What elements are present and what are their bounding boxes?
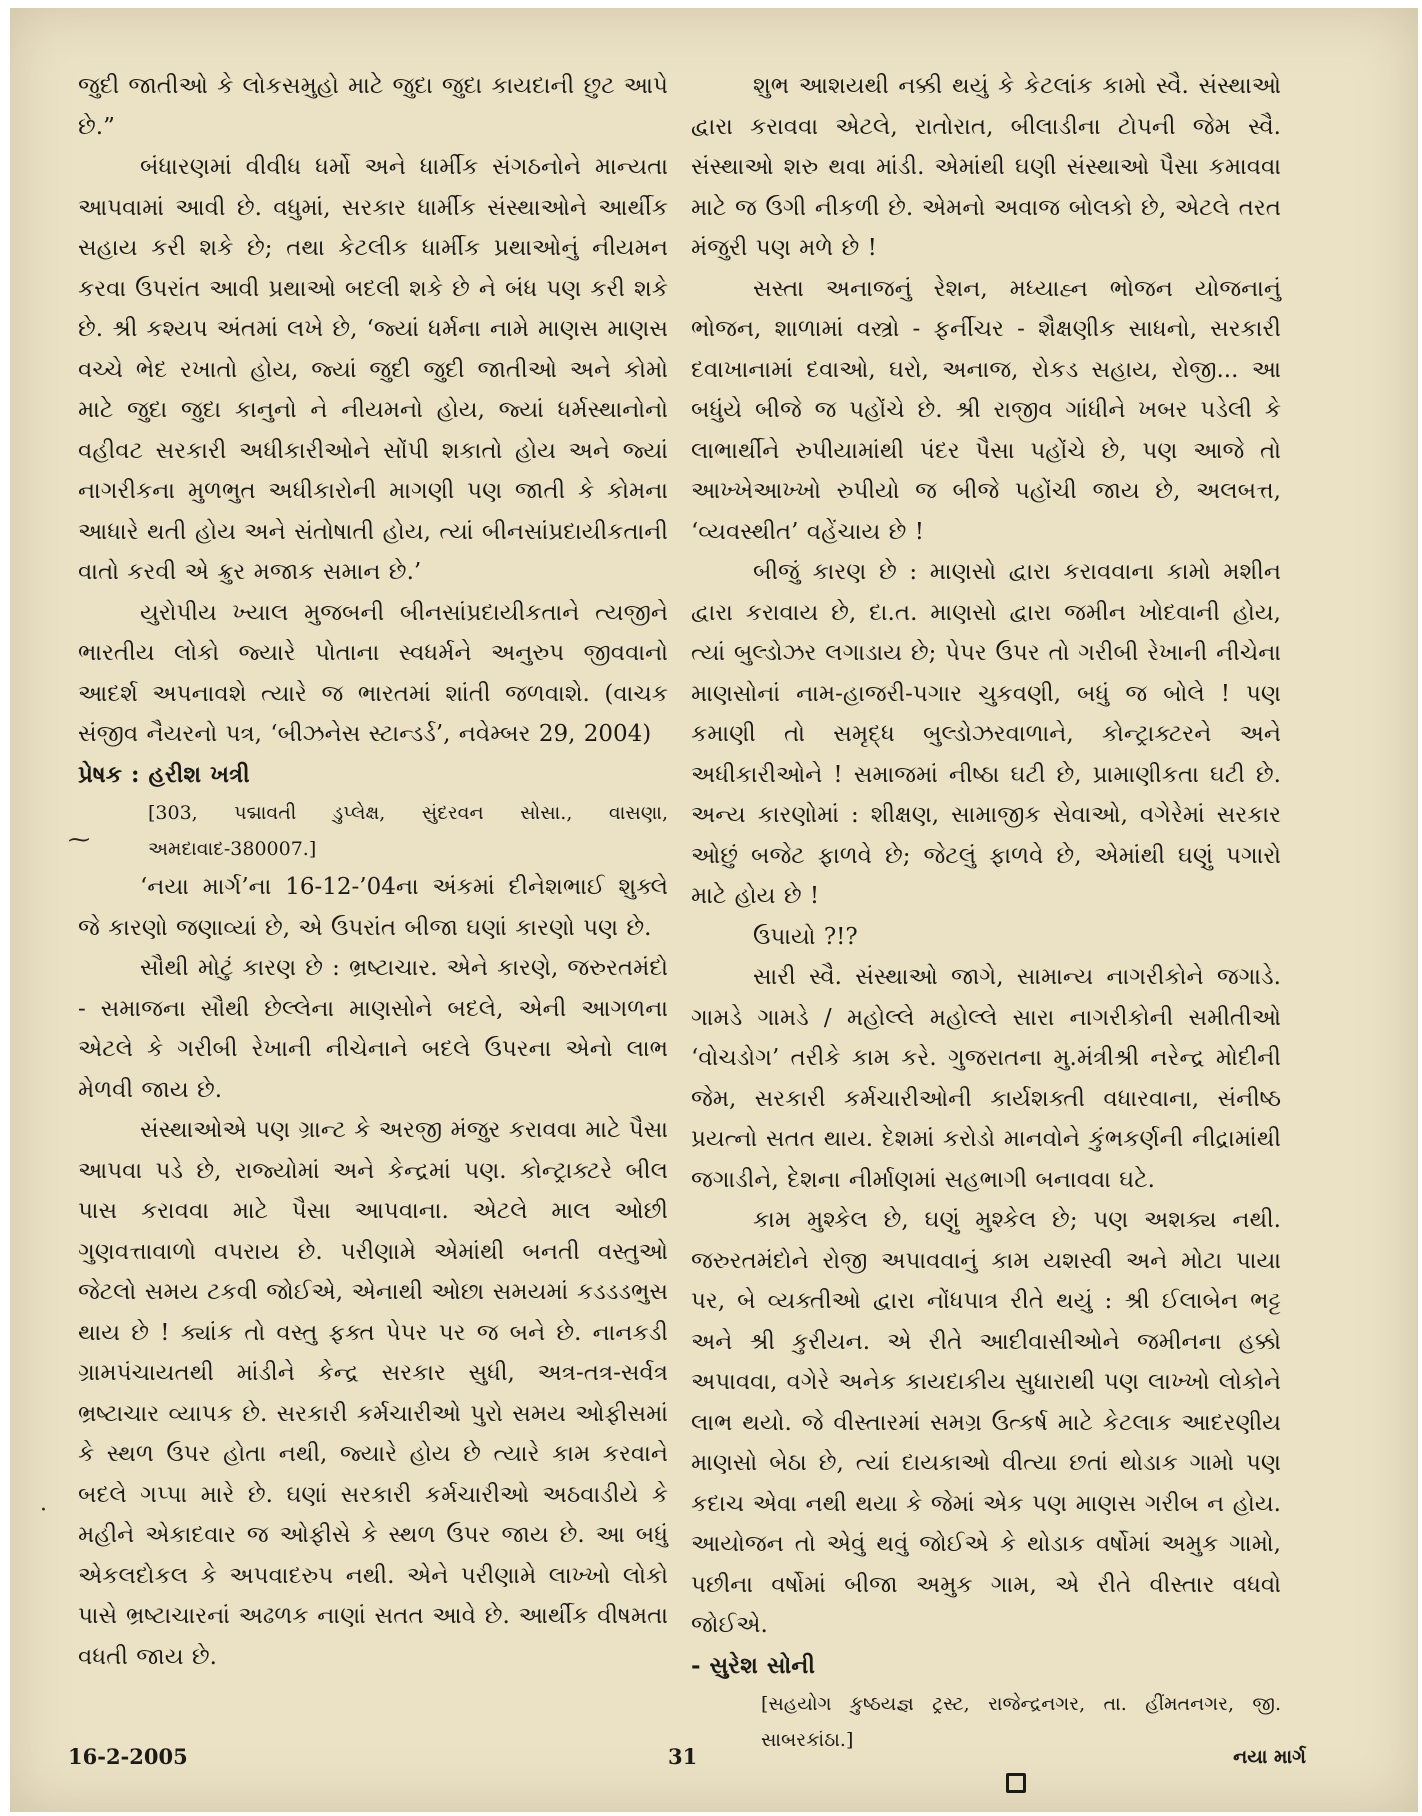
pen-mark: · <box>40 1498 47 1523</box>
left-column <box>78 66 668 1677</box>
issue-date: 16-2-2005 <box>68 1744 188 1769</box>
magazine-page <box>10 8 1418 1812</box>
section-heading: ઉપાયો ?!? <box>753 923 858 950</box>
page-number: 31 <box>668 1744 698 1769</box>
right-column <box>691 66 1281 1803</box>
paragraph: યુરોપીય ખ્યાલ મુજબની બીનસાંપ્રદાયીકતાને ત્યજીને ભારતીય લોકો જ્યારે પોતાના સ્વધર્મને અનુરુપ જીવવાનો આદર્શ અપનાવશે ત્યારે જ ભારતમાં શાંતી જળવાશે. (વાચક સંજીવ નૈયરનો પત્ર, ‘બીઝનેસ સ્ટાન્ડર્ડ’, નવેમ્બર 29, 2004) <box>78 599 668 747</box>
pen-mark: ⁓ <box>68 828 90 853</box>
author-name: - સુરેશ સોની <box>691 1651 815 1679</box>
author-address: [સહયોગ કુષ્ઠયજ્ઞ ટ્રસ્ટ, રાજેન્દ્રનગર, તા. હીંમતનગર, જી. સાબરકાંઠા.] <box>761 1693 1281 1751</box>
paragraph: ‘નયા માર્ગ’ના 16-12-’04ના અંકમાં દીનેશભાઈ શુક્લે જે કારણો જણાવ્યાં છે, એ ઉપરાંત બીજા ઘણાં કારણો પણ છે. <box>78 874 668 941</box>
paragraph: સારી સ્વૈ. સંસ્થાઓ જાગે, સામાન્ય નાગરીકોને જગાડે. ગામડે ગામડે / મહોલ્લે મહોલ્લે સારા નાગરીકોની સમીતીઓ ‘વોચડોગ’ તરીકે કામ કરે. ગુજરાતના મુ.મંત્રીશ્રી નરેન્દ્ર મોદીની જેમ, સરકારી કર્મચારીઓની કાર્યશક્તી વધારવાના, સંનીષ્ઠ પ્રયત્નો સતત થાય. દેશમાં કરોડો માનવોને કુંભકર્ણની નીદ્રામાંથી જગાડીને, દેશના નીર્માણમાં સહભાગી બનાવવા ઘટે. <box>691 964 1281 1193</box>
paragraph: સૌથી મોટું કારણ છે : ભ્રષ્ટાચાર. એને કારણે, જરુરતમંદો - સમાજના સૌથી છેલ્લેના માણસોને બદલે, એની આગળના એટલે કે ગરીબી રેખાની નીચેનાને બદલે ઉપરના એનો લાભ મેળવી જાય છે. <box>78 955 668 1103</box>
paragraph: સંસ્થાઓએ પણ ગ્રાન્ટ કે અરજી મંજુર કરાવવા માટે પૈસા આપવા પડે છે, રાજ્યોમાં અને કેન્દ્રમાં પણ. કોન્ટ્રાક્ટરે બીલ પાસ કરાવવા માટે પૈસા આપવાના. એટલે માલ ઓછી ગુણવત્તાવાળો વપરાય છે. પરીણામે એમાંથી બનતી વસ્તુઓ જેટલો સમય ટકવી જોઈએ, એનાથી ઓછા સમયમાં કડડડભુસ થાય છે ! ક્યાંક તો વસ્તુ ફક્ત પેપર પર જ બને છે. નાનકડી ગ્રામપંચાયતથી માંડીને કેન્દ્ર સરકાર સુધી, અત્ર-તત્ર-સર્વત્ર ભ્રષ્ટાચાર વ્યાપક છે. સરકારી કર્મચારીઓ પુરો સમય ઓફીસમાં કે સ્થળ ઉપર હોતા નથી, જ્યારે હોય છે ત્યારે કામ કરવાને બદલે ગપ્પા મારે છે. ઘણાં સરકારી કર્મચારીઓ અઠવાડીયે કે મહીને એકાદવાર જ ઓફીસે કે સ્થળ ઉપર જાય છે. આ બધું એકલદોકલ કે અપવાદરુપ નથી. એને પરીણામે લાખ્ખો લોકો પાસે ભ્રષ્ટાચારનાં અઢળક નાણાં સતત આવે છે. આર્થીક વીષમતા વધતી જાય છે. <box>78 1117 668 1670</box>
sender-name: પ્રેષક : હરીશ ખત્રી <box>78 760 250 788</box>
paragraph: શુભ આશયથી નક્કી થયું કે કેટલાંક કામો સ્વૈ. સંસ્થાઓ દ્વારા કરાવવા એટલે, રાતોરાત, બીલાડીના ટોપની જેમ સ્વૈ. સંસ્થાઓ શરુ થવા માંડી. એમાંથી ઘણી સંસ્થાઓ પૈસા કમાવવા માટે જ ઉગી નીકળી છે. એમનો અવાજ બોલકો છે, એટલે તરત મંજુરી પણ મળે છે ! <box>691 73 1281 261</box>
paragraph: કામ મુશ્કેલ છે, ઘણું મુશ્કેલ છે; પણ અશક્ય નથી. જરુરતમંદોને રોજી અપાવવાનું કામ યશસ્વી અને મોટા પાયા પર, બે વ્યક્તીઓ દ્વારા નોંધપાત્ર રીતે થયું : શ્રી ઈલાબેન ભટ્ટ અને શ્રી કુરીયન. એ રીતે આદીવાસીઓને જમીનના હક્કો અપાવવા, વગેરે અનેક કાયદાકીય સુધારાથી પણ લાખ્ખો લોકોને લાભ થયો. જે વીસ્તારમાં સમગ્ર ઉત્કર્ષ માટે કેટલાક આદરણીય માણસો બેઠા છે, ત્યાં દાયકાઓ વીત્યા છતાં થોડાક ગામો પણ કદાચ એવા નથી થયા કે જેમાં એક પણ માણસ ગરીબ ન હોય. આયોજન તો એવું થવું જોઈએ કે થોડાક વર્ષોમાં અમુક ગામો, પછીના વર્ષોમાં બીજા અમુક ગામ, એ રીતે વીસ્તાર વધવો જોઈએ. <box>691 1207 1281 1638</box>
paragraph: બીજું કારણ છે : માણસો દ્વારા કરાવવાના કામો મશીન દ્વારા કરાવાય છે, દા.ત. માણસો દ્વારા જમીન ખોદવાની હોય, ત્યાં બુલ્ડોઝર લગાડાય છે; પેપર ઉપર તો ગરીબી રેખાની નીચેના માણસોનાં નામ-હાજરી-પગાર ચુકવણી, બધું જ બોલે ! પણ કમાણી તો સમૃદ્ધ બુલ્ડોઝરવાળાને, કોન્ટ્રાક્ટરને અને અધીકારીઓને ! સમાજમાં નીષ્ઠા ઘટી છે, પ્રામાણીકતા ઘટી છે. અન્ય કારણોમાં : શીક્ષણ, સામાજીક સેવાઓ, વગેરેમાં સરકાર ઓછું બજેટ ફાળવે છે; જેટલું ફાળવે છે, એમાંથી ઘણું પગારો માટે હોય છે ! <box>691 559 1281 909</box>
magazine-name: નયા માર્ગ <box>1233 1746 1306 1768</box>
paragraph: બંધારણમાં વીવીધ ધર્મો અને ધાર્મીક સંગઠનોને માન્યતા આપવામાં આવી છે. વધુમાં, સરકાર ધાર્મીક સંસ્થાઓને આર્થીક સહાય કરી શકે છે; તથા કેટલીક ધાર્મીક પ્રથાઓનું નીયમન કરવા ઉપરાંત આવી પ્રથાઓ બદલી શકે છે ને બંધ પણ કરી શકે છે. શ્રી કશ્યપ અંતમાં લખે છે, ‘જ્યાં ધર્મના નામે માણસ માણસ વચ્ચે ભેદ રખાતો હોય, જ્યાં જુદી જુદી જાતીઓ અને કોમો માટે જુદા જુદા કાનુનો ને નીયમનો હોય, જ્યાં ધર્મસ્થાનોનો વહીવટ સરકારી અધીકારીઓને સોંપી શકાતો હોય અને જ્યાં નાગરીકના મુળભુત અધીકારોની માગણી પણ જાતી કે કોમના આધારે થતી હોય અને સંતોષાતી હોય, ત્યાં બીનસાંપ્રદાયીકતાની વાતો કરવી એ ક્રુર મજાક સમાન છે.’ <box>78 154 668 585</box>
paragraph: સસ્તા અનાજનું રેશન, મધ્યાહ્ન ભોજન યોજનાનું ભોજન, શાળામાં વસ્ત્રો - ફર્નીચર - શૈક્ષણીક સાધનો, સરકારી દવાખાનામાં દવાઓ, ઘરો, અનાજ, રોકડ સહાય, રોજી... આ બધુંયે બીજે જ પહોંચે છે. શ્રી રાજીવ ગાંધીને ખબર પડેલી કે લાભાર્થીને રુપીયામાંથી પંદર પૈસા પહોંચે છે, પણ આજે તો આખ્ખેઆખ્ખો રુપીયો જ બીજે પહોંચી જાય છે, અલબત્ત, ‘વ્યવસ્થીત’ વહેંચાય છે ! <box>691 275 1281 545</box>
page-footer <box>68 1738 1306 1778</box>
sender-address: [303, પદ્માવતી ડુપ્લેક્ષ, સુંદરવન સોસા., વાસણા, અમદાવાદ-380007.] <box>148 802 668 860</box>
paragraph: જુદી જાતીઓ કે લોકસમુહો માટે જુદા જુદા કાયદાની છુટ આપે છે.” <box>78 73 668 140</box>
